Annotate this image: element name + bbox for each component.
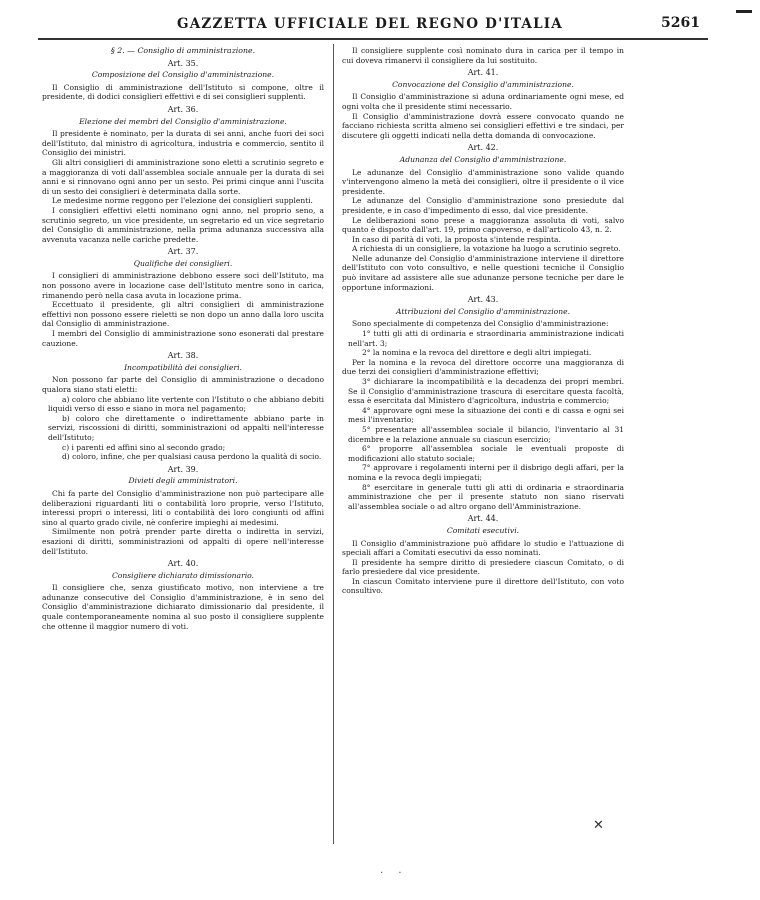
section-title: § 2. — Consiglio di amministrazione. bbox=[110, 46, 256, 55]
paragraph: Il consigliere supplente così nominato dura in carica per il tempo in cui doveva rimanervi il consigliere da lui sostituito. bbox=[342, 46, 624, 65]
article-heading: Art. 40. bbox=[167, 559, 199, 569]
article-heading: Art. 37. bbox=[167, 247, 199, 257]
article-title: Qualifiche dei consiglieri. bbox=[133, 258, 233, 268]
list-item: 8° esercitare in generale tutti gli atti di ordinaria e straordinaria amministrazione che per il presente statuto non siano riservati all'assemblea sociale o ad altro organo dell'Amministrazione. bbox=[348, 482, 624, 511]
right-column bbox=[342, 46, 624, 596]
article-heading: Art. 36. bbox=[167, 104, 199, 114]
page-number: 5261 bbox=[661, 15, 700, 31]
paragraph: Il presidente ha sempre diritto di presiedere ciascun Comitato, o di farlo presiedere dal vice presidente. bbox=[342, 557, 624, 577]
list-item: 2° la nomina e la revoca del direttore e degli altri impiegati. bbox=[362, 348, 592, 358]
paragraph: In caso di parità di voti, la proposta s'intende respinta. bbox=[352, 234, 561, 244]
paragraph: Non possono far parte del Consiglio di amministrazione o decadono qualora siano stati eletti: bbox=[42, 375, 324, 394]
handwritten-check-mark: ✕ bbox=[593, 818, 604, 833]
list-item: 5° presentare all'assemblea sociale il bilancio, l'inventario al 31 dicembre e la relazione annuale su ciascun esercizio; bbox=[348, 424, 624, 444]
paragraph: In ciascun Comitato interviene pure il direttore dell'Istituto, con voto consultivo. bbox=[342, 576, 624, 596]
article-heading: Art. 42. bbox=[467, 143, 499, 153]
paragraph: Il Consiglio d'amministrazione può affidare lo studio e l'attuazione di speciali affari a Comitati esecutivi da esso nominati. bbox=[342, 538, 624, 558]
left-column bbox=[42, 46, 324, 631]
paragraph: I membri del Consiglio di amministrazione sono esonerati dal prestare cauzione. bbox=[42, 329, 324, 348]
article-heading: Art. 39. bbox=[167, 464, 199, 474]
list-item: 7° approvare i regolamenti interni per il disbrigo degli affari, per la nomina e la revoca degli impiegati; bbox=[348, 463, 624, 482]
list-item: 6° proporre all'assemblea sociale le eventuali proposte di modificazioni allo statuto sociale; bbox=[348, 444, 624, 463]
paragraph: Chi fa parte del Consiglio d'amministrazione non può partecipare alle deliberazioni riguardanti liti o contabilità loro proprie, verso l'Istituto, interessi propri o interessi, liti o contabilità dei loro congiunti od affini sino al quarto grado civile, nè conferire impieghi ai medesimi. bbox=[42, 488, 324, 527]
column-divider bbox=[333, 44, 334, 844]
article-title: Adunanza del Consiglio d'amministrazione. bbox=[399, 154, 567, 164]
article-heading: Art. 35. bbox=[167, 58, 199, 68]
paragraph: Per la nomina e la revoca del direttore occorre una maggioranza di due terzi dei consiglieri d'amministrazione effettivi; bbox=[342, 357, 624, 377]
paragraph: Il Consiglio d'amministrazione dovrà essere convocato quando ne facciano richiesta scritta almeno sei consiglieri effettivi e tre sindaci, per discutere gli oggetti indicati nella detta domanda di convocazione. bbox=[342, 111, 624, 140]
article-title: Elezione dei membri del Consiglio d'amministrazione. bbox=[79, 116, 287, 126]
article-title: Divieti degli amministratori. bbox=[128, 476, 238, 486]
list-item: 3° dichiarare la incompatibilità e la decadenza dei propri membri. Se il Consiglio d'amministrazione trascura di esercitare questa facoltà, essa è esercitata dal Ministero d'agricoltura, industria e commercio; bbox=[348, 377, 624, 406]
corner-mark bbox=[736, 10, 752, 13]
article-title: Incompatibilità dei consiglieri. bbox=[124, 362, 242, 372]
article-title: Comitati esecutivi. bbox=[446, 525, 520, 535]
paragraph: Similmente non potrà prender parte diretta o indiretta in servizi, esazioni di diritti, somministrazioni od appalti di opere nell'interesse dell'Istituto. bbox=[42, 527, 324, 556]
paragraph: Il Consiglio d'amministrazione si aduna ordinariamente ogni mese, ed ogni volta che il presidente stimi necessario. bbox=[342, 92, 624, 111]
article-heading: Art. 44. bbox=[467, 514, 499, 524]
paragraph: Il presidente è nominato, per la durata di sei anni, anche fuori dei soci dell'Istituto, dal ministro di agricoltura, industria e commercio, sentito il Consiglio dei ministri. bbox=[42, 129, 324, 158]
list-item: 1° tutti gli atti di ordinaria e straordinaria amministrazione indicati nell'art. 3; bbox=[348, 329, 624, 348]
list-item: a) coloro che abbiano lite vertente con l'Istituto o che abbiano debiti liquidi verso di esso e siano in mora nel pagamento; bbox=[48, 394, 324, 414]
article-heading: Art. 43. bbox=[467, 295, 499, 305]
paragraph: Le deliberazioni sono prese a maggioranza assoluta di voti, salvo quanto è disposto dall'art. 19, primo capoverso, e dall'articolo 43, n. 2. bbox=[342, 215, 624, 235]
paragraph: Gli altri consiglieri di amministrazione sono eletti a scrutinio segreto e a maggioranza di voti dall'assemblea sociale annuale per la durata di sei anni e si rinnovano ogni anno per un sesto. Pei primi cinque anni l'uscita di un sesto dei consiglieri è determinata dalla sorte. bbox=[42, 157, 324, 196]
paragraph: Le adunanze del Consiglio d'amministrazione sono valide quando v'intervengono almeno la metà dei consiglieri, oltre il presidente o il vice presidente. bbox=[342, 167, 624, 196]
list-item: b) coloro che direttamente o indirettamente abbiano parte in servizi, riscossioni di diritti, somministrazioni od appalti nell'interesse dell'Istituto; bbox=[48, 413, 324, 442]
paragraph: Le adunanze del Consiglio d'amministrazione sono presiedute dal presidente, e in caso d'impedimento di esso, dal vice presidente. bbox=[342, 196, 624, 215]
gazette-title: GAZZETTA UFFICIALE DEL REGNO D'ITALIA bbox=[177, 16, 563, 32]
page-header bbox=[40, 14, 700, 38]
article-heading: Art. 38. bbox=[167, 351, 199, 361]
paragraph: Sono specialmente di competenza del Consiglio d'amministrazione: bbox=[352, 319, 609, 329]
article-title: Convocazione del Consiglio d'amministrazione. bbox=[392, 79, 574, 89]
paragraph: I consiglieri effettivi eletti nominano ogni anno, nel proprio seno, a scrutinio segreto, un vice presidente, un segretario ed un vice segretario del Consiglio di amministrazione, nella prima adunanza successiva alla avvenuta vacanza nelle cariche predette. bbox=[42, 205, 324, 244]
list-item: 4° approvare ogni mese la situazione dei conti e di cassa e ogni sei mesi l'inventario; bbox=[348, 405, 624, 425]
paragraph: Il consigliere che, senza giustificato motivo, non interviene a tre adunanze consecutive del Consiglio d'amministrazione, è in seno del Consiglio d'amministrazione dichiarato dimissionario dal presidente, il quale contemporaneamente nomina al suo posto il consigliere supplente che ottenne il maggior numero di voti. bbox=[42, 583, 324, 631]
paragraph: I consiglieri di amministrazione debbono essere soci dell'Istituto, ma non possono avere in locazione case dell'Istituto mentre sono in carica, rimanendo però nella casa avuta in locazione prima. bbox=[42, 271, 324, 300]
scan-specks: · · bbox=[380, 868, 408, 879]
article-title: Attribuzioni del Consiglio d'amministrazione. bbox=[395, 306, 571, 316]
list-item: d) coloro, infine, che per qualsiasi causa perdono la qualità di socio. bbox=[62, 452, 322, 462]
header-rule bbox=[38, 38, 708, 40]
article-title: Consigliere dichiarato dimissionario. bbox=[112, 570, 254, 580]
paragraph: Nelle adunanze del Consiglio d'amministrazione interviene il direttore dell'Istituto con voto consultivo, e nelle questioni tecniche il Consiglio può invitare ad assistere alle sue adunanze persone tecniche per dare le opportune informazioni. bbox=[342, 253, 624, 292]
article-heading: Art. 41. bbox=[467, 68, 499, 78]
article-title: Composizione del Consiglio d'amministrazione. bbox=[91, 70, 275, 80]
paragraph: Eccettuato il presidente, gli altri consiglieri di amministrazione effettivi non possono essere rieletti se non dopo un anno dalla loro uscita dal Consiglio di amministrazione. bbox=[42, 300, 324, 329]
paragraph: A richiesta di un consigliere, la votazione ha luogo a scrutinio segreto. bbox=[352, 244, 621, 254]
paragraph: Le medesime norme reggono per l'elezione dei consiglieri supplenti. bbox=[52, 196, 313, 206]
paragraph: Il Consiglio di amministrazione dell'Istituto si compone, oltre il presidente, di dodici consiglieri effettivi e di sei consiglieri supplenti. bbox=[42, 82, 324, 102]
list-item: c) i parenti ed affini sino al secondo grado; bbox=[62, 442, 226, 452]
